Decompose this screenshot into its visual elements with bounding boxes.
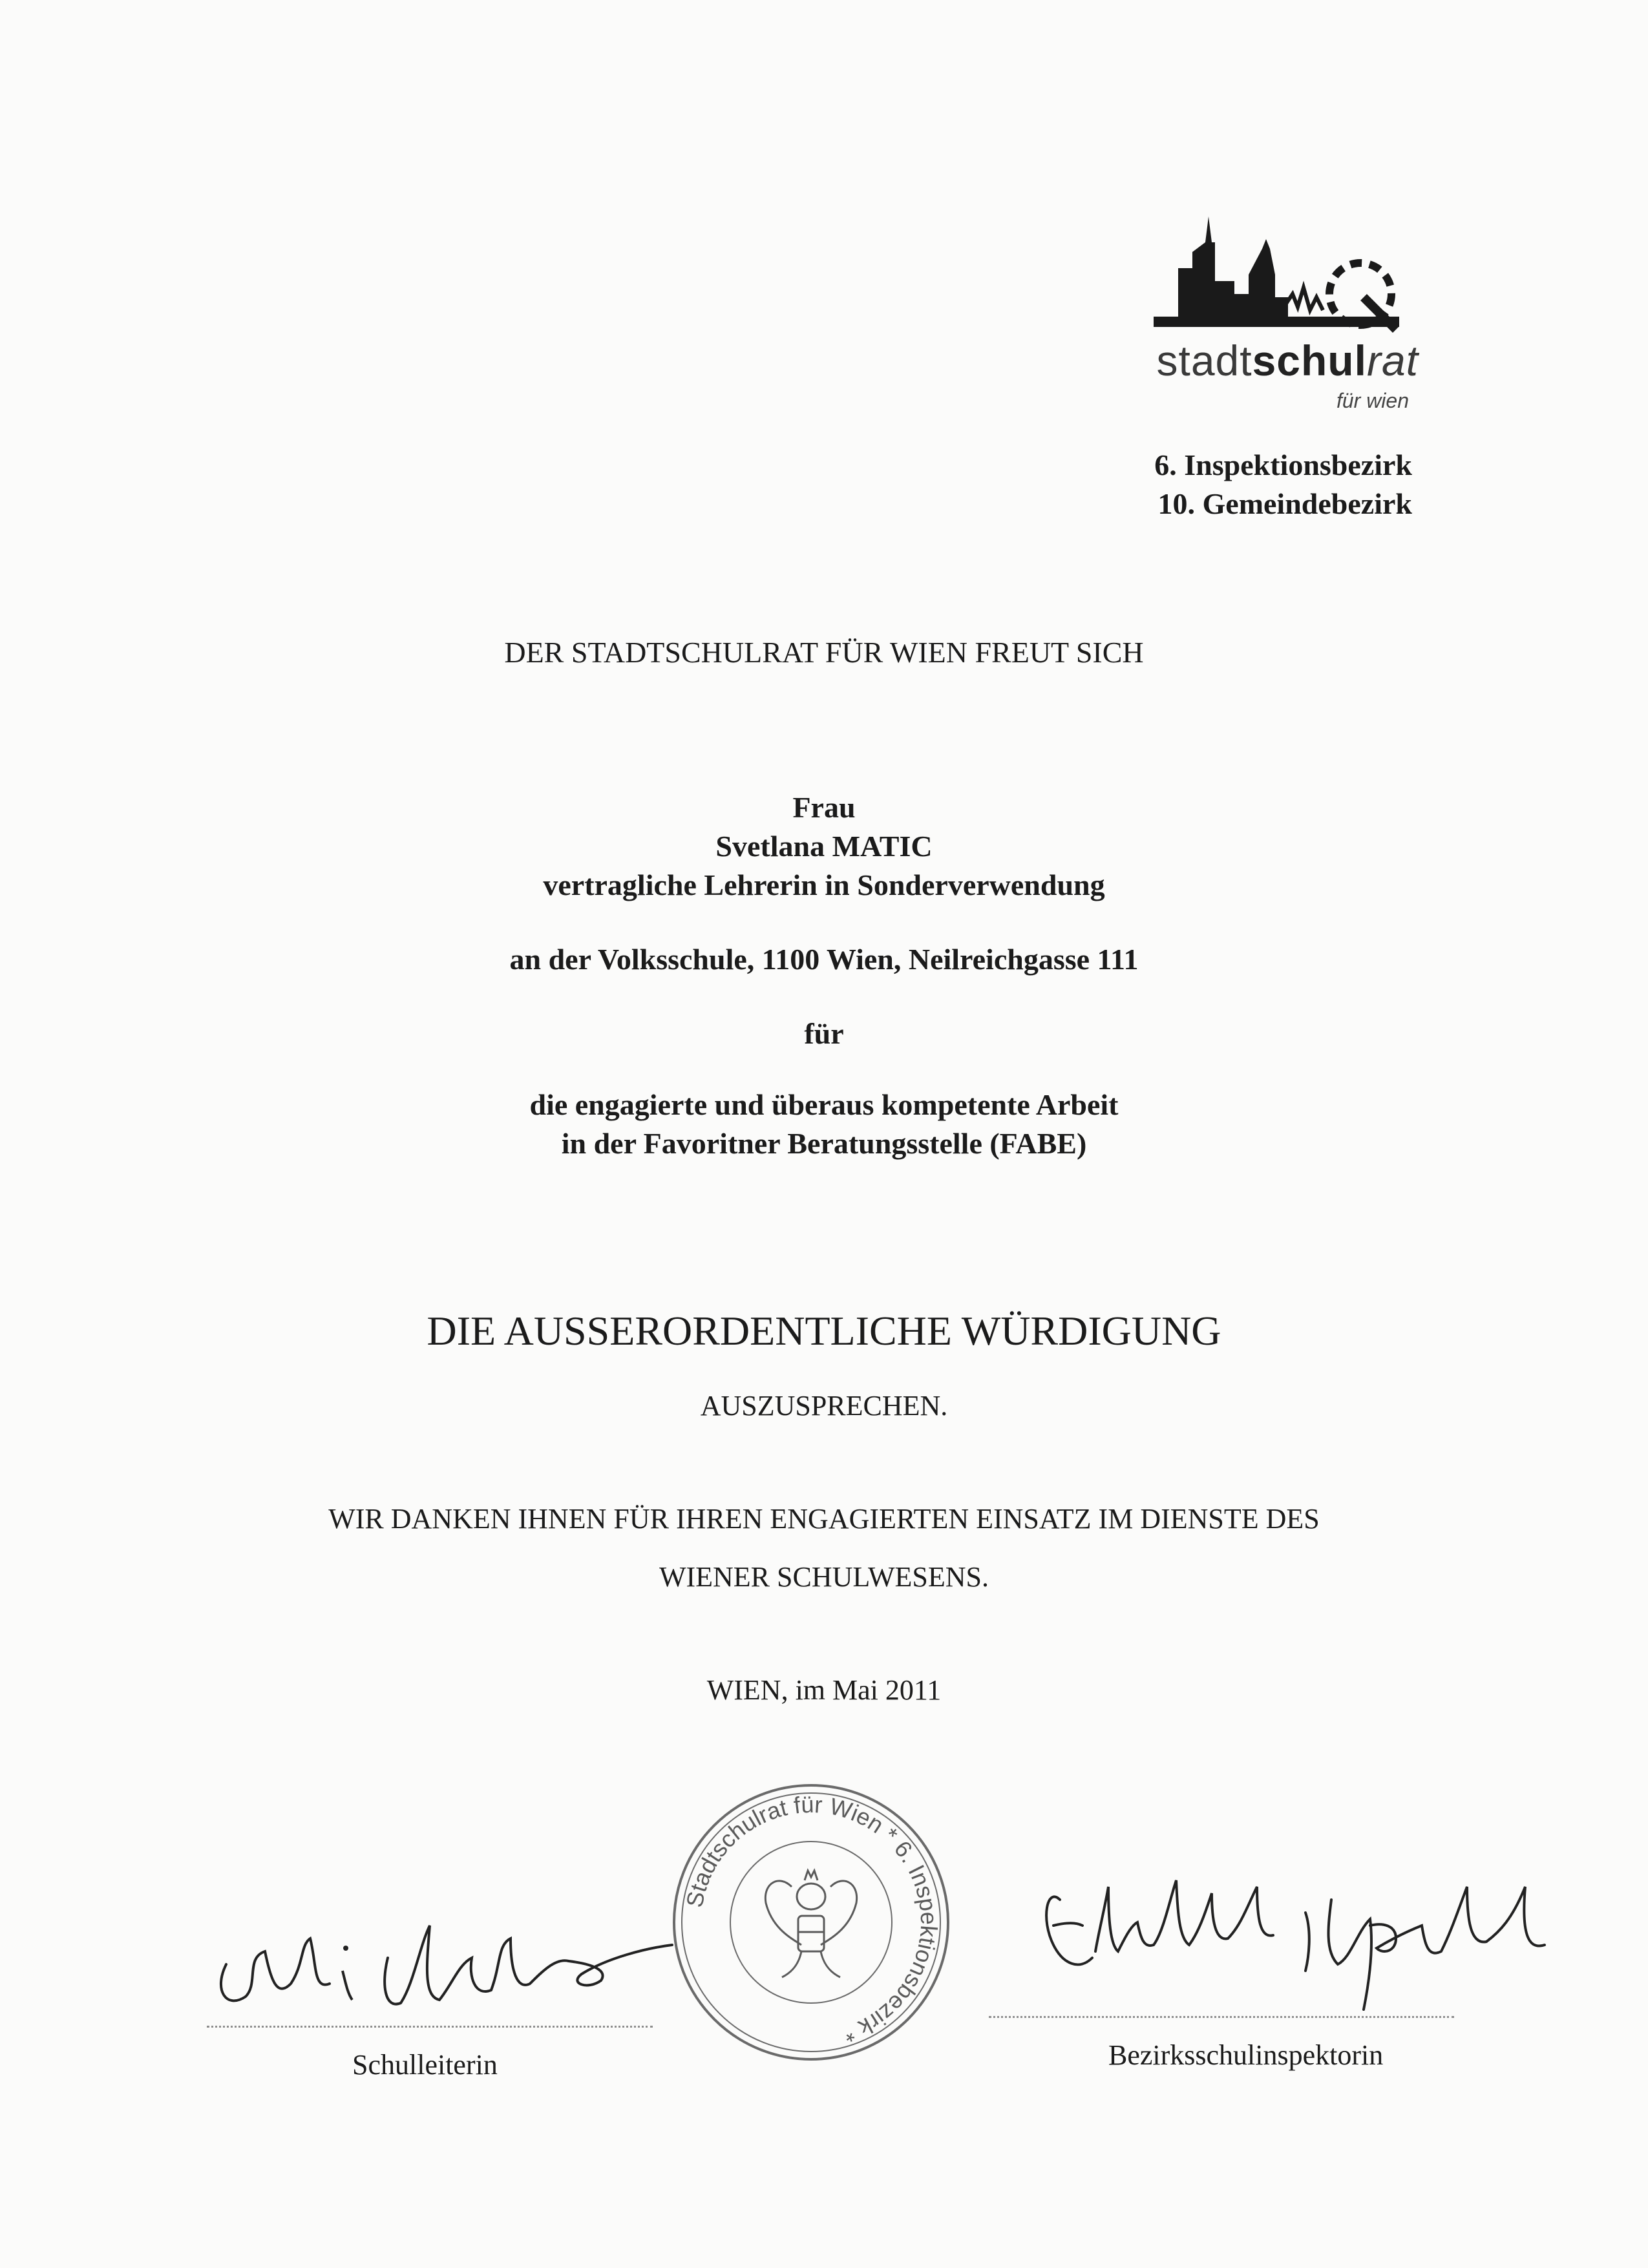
left-signature <box>207 1887 698 2029</box>
headline: DIE AUSSERORDENTLICHE WÜRDIGUNG <box>427 1308 1221 1354</box>
recipient-name: Svetlana MATIC <box>715 830 933 863</box>
left-signature-line <box>207 2026 653 2028</box>
express-line: AUSZUSPRECHEN. <box>700 1390 948 1422</box>
work-line-1: die engagierte und überaus kompetente Arbeit <box>529 1088 1119 1121</box>
logo-wordmark: stadtschulrat <box>1156 337 1419 384</box>
eagle-icon <box>765 1871 856 1977</box>
salutation: Frau <box>792 791 856 824</box>
skyline-icon <box>1147 207 1419 342</box>
inspection-district: 6. Inspektionsbezirk <box>1154 448 1412 481</box>
thanks-line-2: WIENER SCHULWESENS. <box>659 1561 989 1593</box>
for-line: für <box>804 1017 844 1050</box>
right-signature-line <box>989 2016 1454 2018</box>
left-signature-label: Schulleiterin <box>352 2049 498 2081</box>
district-block <box>1034 446 1412 523</box>
intro-line: DER STADTSCHULRAT FÜR WIEN FREUT SICH <box>504 636 1144 669</box>
svg-text:Stadtschulrat für Wien * 6. In: Stadtschulrat für Wien * 6. Inspektionsbezirk * <box>681 1790 943 2048</box>
school-line: an der Volksschule, 1100 Wien, Neilreichgasse 111 <box>509 943 1139 976</box>
work-line-2: in der Favoritner Beratungsstelle (FABE) <box>561 1127 1087 1160</box>
recipient-role: vertragliche Lehrerin in Sonderverwendung <box>543 868 1105 901</box>
thanks-line-1: WIR DANKEN IHNEN FÜR IHREN ENGAGIERTEN EINSATZ IM DIENSTE DES <box>328 1503 1320 1535</box>
place-date: WIEN, im Mai 2011 <box>706 1674 942 1706</box>
right-signature-label: Bezirksschulinspektorin <box>1108 2039 1384 2071</box>
municipal-district: 10. Gemeindebezirk <box>1157 487 1412 520</box>
logo-subtitle: für wien <box>1336 389 1409 412</box>
stadtschulrat-logo <box>1147 207 1419 414</box>
official-seal <box>666 1777 956 2068</box>
right-signature <box>1034 1861 1570 2022</box>
